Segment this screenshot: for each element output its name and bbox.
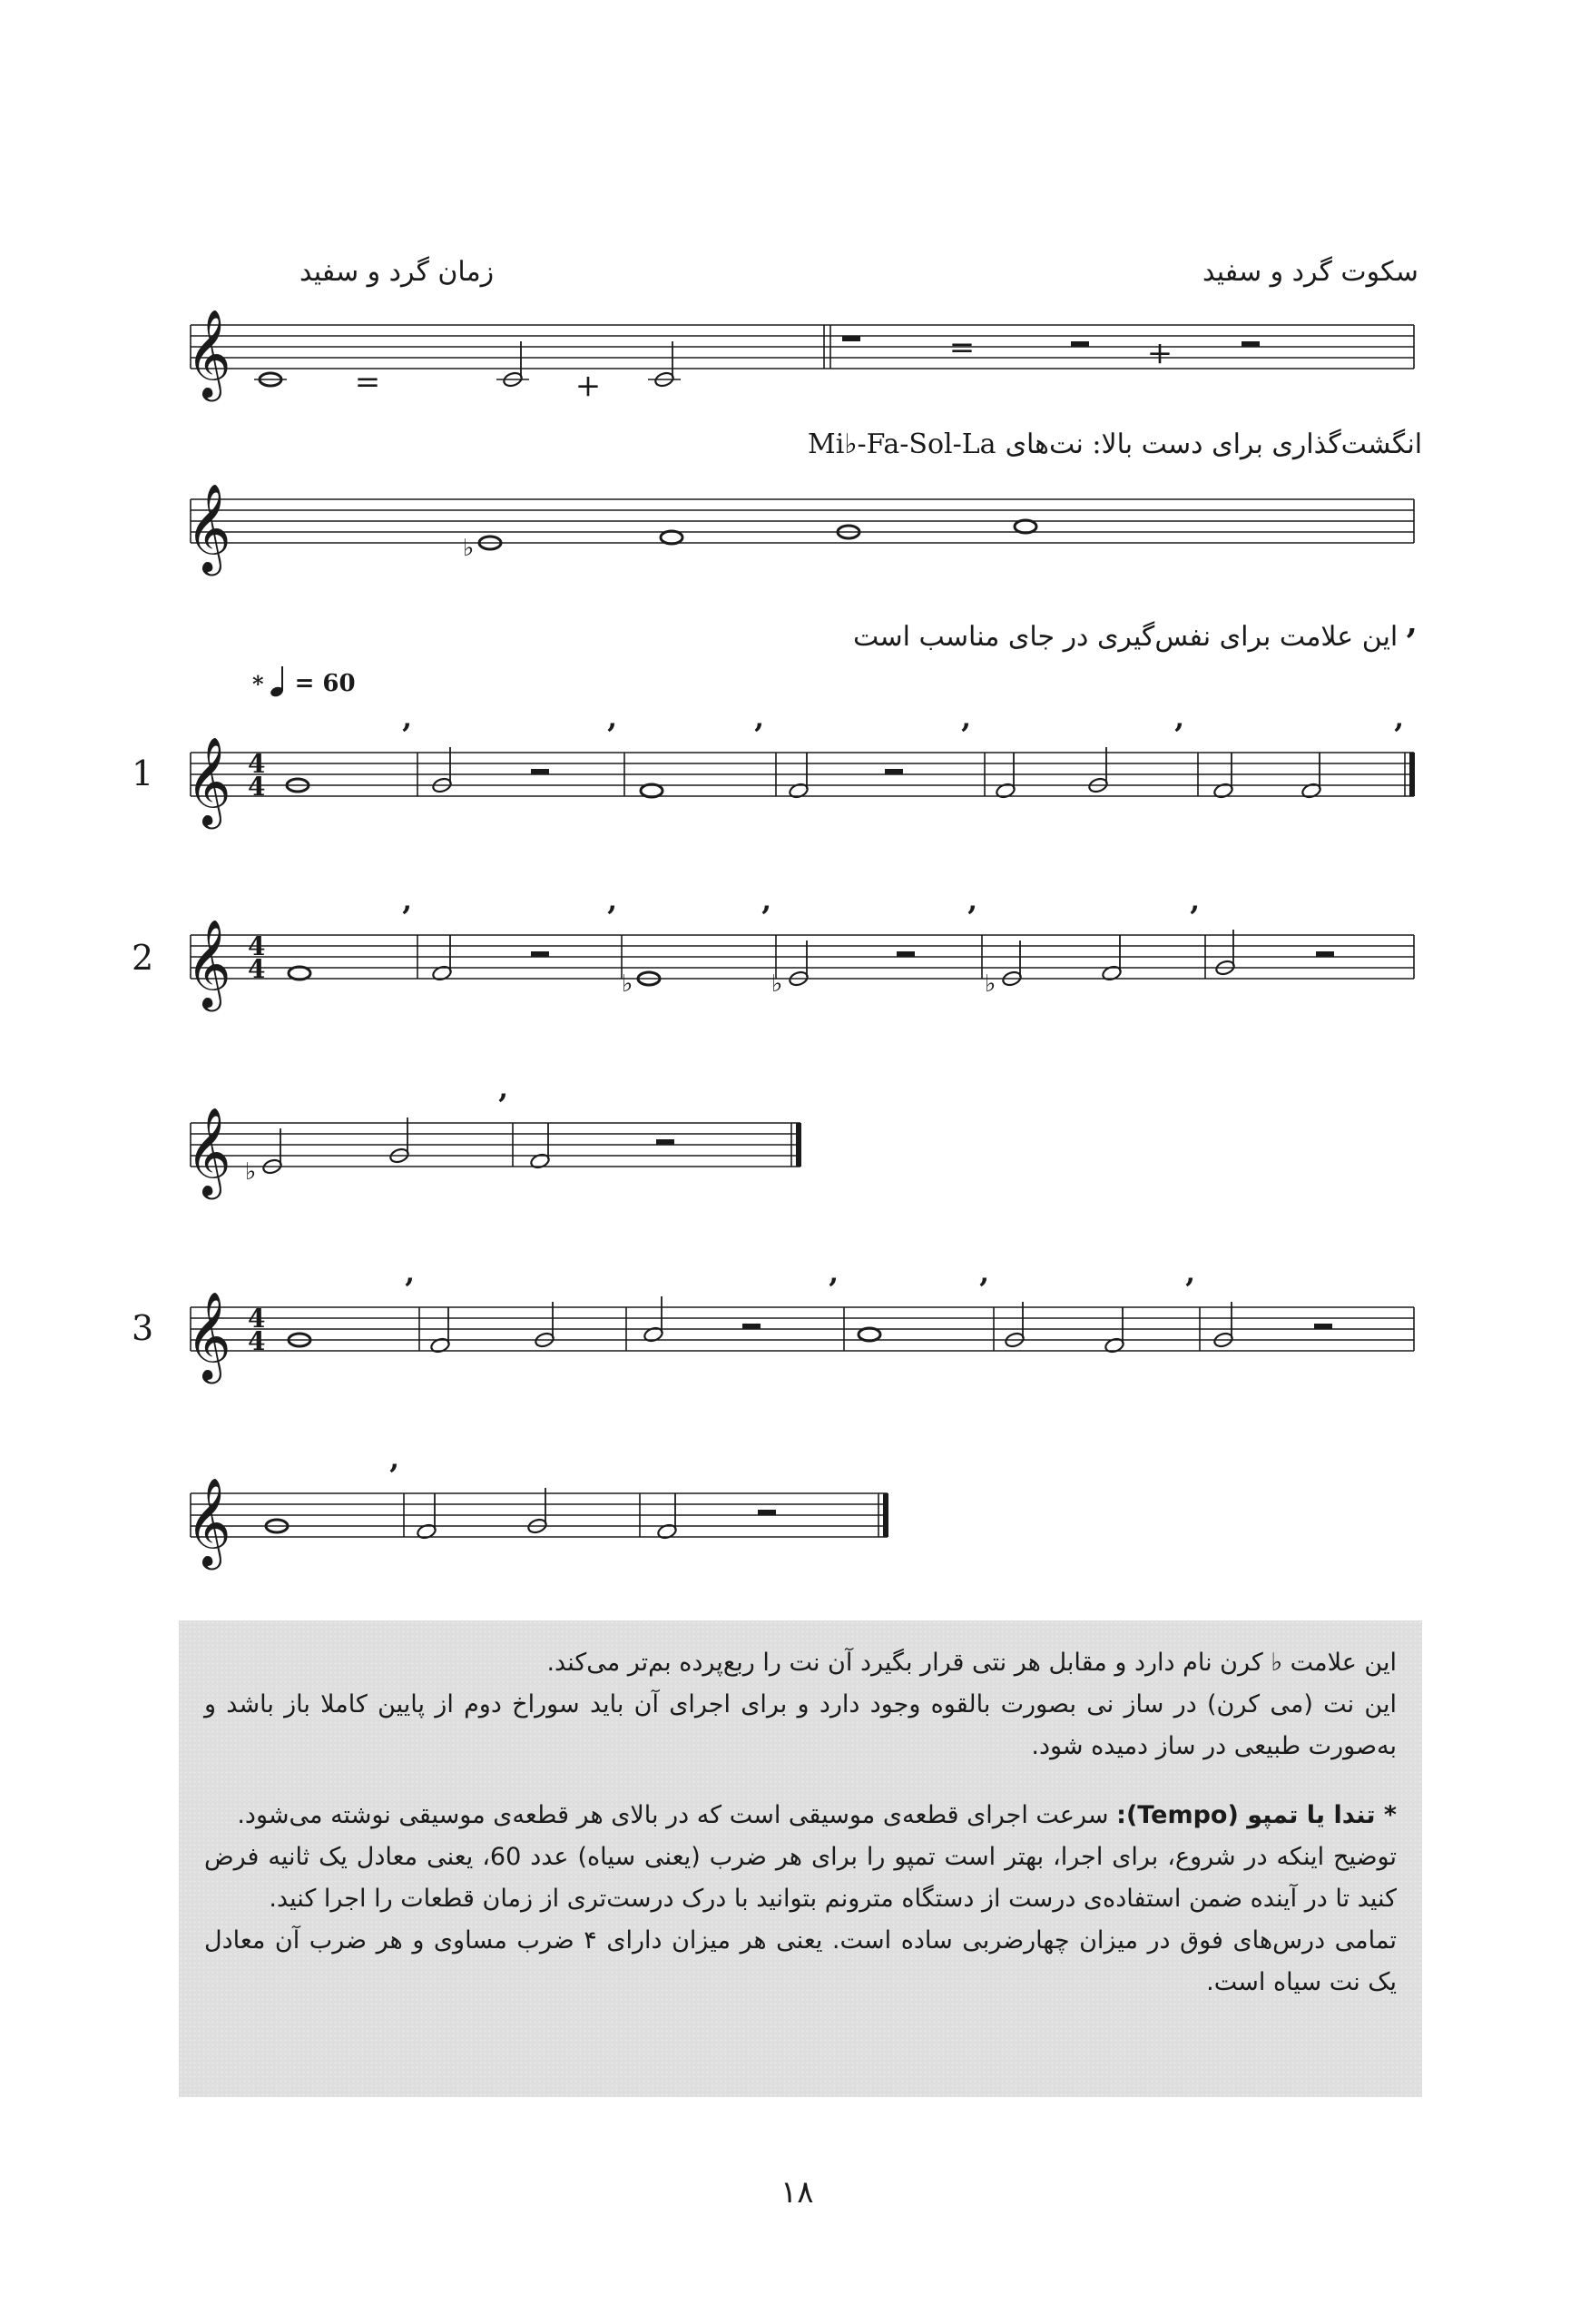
breath-mark-icon: ’ bbox=[1173, 717, 1184, 753]
treble-clef-icon: 𝄞 bbox=[186, 1291, 231, 1380]
half-rest bbox=[1071, 341, 1089, 347]
fingering-label: انگشت‌گذاری برای دست بالا: نت‌های bbox=[1005, 428, 1423, 460]
half-rest bbox=[897, 951, 915, 957]
breath-mark-icon: ’ bbox=[1184, 1272, 1195, 1308]
half-rest bbox=[531, 951, 549, 957]
breath-mark-icon: ’ bbox=[1189, 900, 1200, 936]
page-number: ۱۸ bbox=[780, 2174, 814, 2211]
whole-note bbox=[641, 784, 662, 797]
time-signature-bottom: 4 bbox=[248, 954, 266, 984]
breath-mark-icon: ’ bbox=[606, 717, 617, 753]
breath-mark-icon: ’ bbox=[606, 900, 617, 936]
exercise-number-2: 2 bbox=[132, 938, 154, 978]
breath-mark-icon: ’ bbox=[1393, 717, 1404, 753]
breath-mark-icon: ’ bbox=[404, 1272, 415, 1308]
koron-icon: ♭ bbox=[622, 970, 633, 998]
exercise-number-3: 3 bbox=[132, 1308, 154, 1348]
treble-clef-icon: 𝄞 bbox=[186, 1107, 231, 1196]
breath-mark-icon: ’ bbox=[828, 1272, 839, 1308]
half-rest bbox=[531, 769, 549, 774]
treble-clef-icon: 𝄞 bbox=[186, 483, 231, 572]
half-rest bbox=[1316, 951, 1334, 957]
info-tempo-text: سرعت اجرای قطعه‌ی موسیقی است که در بالای هر قطعه‌ی موسیقی نوشته می‌شود. bbox=[237, 1801, 1109, 1829]
treble-clef-icon: 𝄞 bbox=[186, 309, 231, 398]
whole-note bbox=[859, 1328, 880, 1341]
tempo-value: = 60 bbox=[294, 670, 356, 697]
breath-mark-icon: ’ bbox=[401, 717, 412, 753]
fingering-notes: Mi♭-Fa-Sol-La bbox=[808, 428, 996, 460]
time-signature-top: 4 bbox=[248, 1304, 266, 1334]
tempo-star: * bbox=[252, 671, 264, 697]
breath-mark-icon: ’ bbox=[967, 900, 977, 936]
time-signature-top: 4 bbox=[248, 931, 266, 961]
koron-icon: ♭ bbox=[771, 970, 783, 998]
whole-note bbox=[661, 531, 682, 544]
plus-sign: + bbox=[1146, 335, 1173, 371]
time-signature-bottom: 4 bbox=[248, 772, 266, 802]
half-rest bbox=[1242, 341, 1260, 347]
heading-semibreve-minim-rest: سکوت گرد و سفید bbox=[1202, 256, 1418, 288]
plus-sign: + bbox=[574, 368, 602, 404]
time-signature-top: 4 bbox=[248, 749, 266, 779]
breath-mark-icon: ’ bbox=[753, 717, 764, 753]
exercise-number-1: 1 bbox=[132, 753, 154, 793]
breath-mark-label: این علامت برای نفس‌گیری در جای مناسب است bbox=[853, 621, 1399, 653]
info-tempo bbox=[204, 1795, 1397, 1837]
treble-clef-icon: 𝄞 bbox=[186, 736, 231, 825]
time-signature-bottom: 4 bbox=[248, 1326, 266, 1356]
koron-icon: ♭ bbox=[245, 1158, 257, 1186]
half-rest bbox=[742, 1324, 761, 1329]
breath-mark-icon: ’ bbox=[960, 717, 971, 753]
half-rest bbox=[758, 1510, 776, 1515]
koron-icon: ♭ bbox=[985, 970, 996, 998]
equals-sign: = bbox=[948, 330, 976, 366]
breath-mark-icon: ’ bbox=[388, 1458, 399, 1494]
info-mi-koron: این نت (می کرن) در ساز نی بصورت بالقوه وجود دارد و برای اجرای آن باید سوراخ دوم از پایین کاملا باز باشد و به‌صورت طبیعی در ساز دمیده شود. bbox=[204, 1690, 1397, 1760]
half-rest bbox=[656, 1139, 674, 1145]
half-rest bbox=[885, 769, 903, 774]
info-tempo-title: * تندا یا تمپو (Tempo): bbox=[1116, 1801, 1397, 1829]
breath-mark-symbol: ’ bbox=[1405, 621, 1418, 662]
whole-note bbox=[289, 967, 310, 980]
breath-mark-icon: ’ bbox=[497, 1088, 508, 1124]
info-box bbox=[179, 1620, 1422, 2097]
breath-mark-icon: ’ bbox=[761, 900, 771, 936]
equals-sign: = bbox=[354, 364, 381, 400]
breath-mark-icon: ’ bbox=[401, 900, 412, 936]
info-koron: این علامت ♭ کرن نام دارد و مقابل هر نتی قرار بگیرد آن نت را ربع‌پرده بم‌تر می‌کند. bbox=[546, 1649, 1397, 1677]
whole-rest bbox=[842, 336, 860, 341]
treble-clef-icon: 𝄞 bbox=[186, 919, 231, 1008]
whole-note bbox=[1015, 520, 1036, 533]
heading-semibreve-minim-time: زمان گرد و سفید bbox=[299, 256, 495, 288]
half-rest bbox=[1314, 1324, 1332, 1329]
info-metronome: توضیح اینکه در شروع، برای اجرا، بهتر است تمپو را برای هر ضرب (یعنی سیاه) عدد 60، یعنی معادل یک ثانیه فرض کنید تا در آینده ضمن استفاده‌ی درست از دستگاه مترونم بتوانید با درک درست‌تری از زمان قطعات را اجرا کنید. bbox=[204, 1843, 1397, 1913]
info-time-signature: تمامی درس‌های فوق در میزان چهارضربی ساده است. یعنی هر میزان دارای ۴ ضرب مساوی و هر ضرب آن معادل یک نت سیاه است. bbox=[204, 1926, 1397, 1996]
treble-clef-icon: 𝄞 bbox=[186, 1477, 231, 1566]
breath-mark-icon: ’ bbox=[978, 1272, 989, 1308]
koron-icon: ♭ bbox=[463, 535, 475, 562]
